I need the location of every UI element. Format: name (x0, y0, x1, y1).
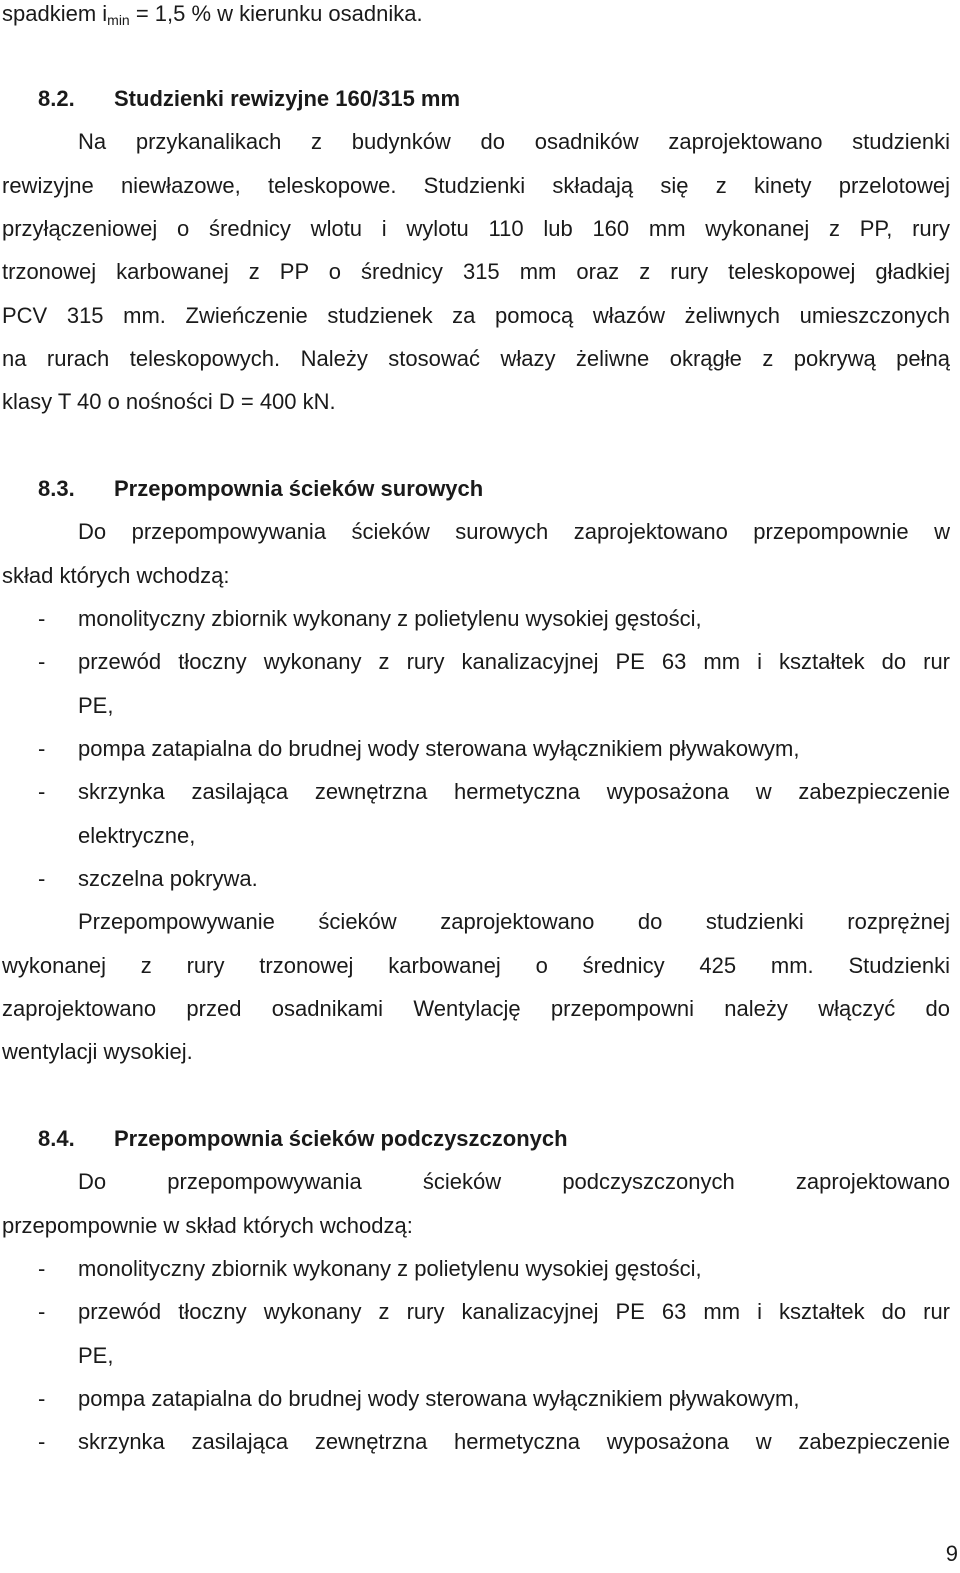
list-item: monolityczny zbiornik wykonany z polietylenu wysokiej gęstości, (78, 1256, 702, 1281)
paragraph-line: przepompownie w skład których wchodzą: (2, 1213, 413, 1238)
list-dash: - (38, 736, 46, 761)
list-item: skrzynka zasilająca zewnętrzna hermetyczna wyposażona w zabezpieczenie (78, 1429, 950, 1454)
section-8-4-title: Przepompownia ścieków podczyszczonych (114, 1126, 568, 1151)
list-dash: - (38, 866, 46, 891)
list-dash: - (38, 1386, 46, 1411)
list-item: skrzynka zasilająca zewnętrzna hermetyczna wyposażona w zabezpieczenie (78, 779, 950, 804)
list-item-continuation: PE, (78, 693, 114, 718)
intro-suffix: = 1,5 % w kierunku osadnika. (129, 1, 423, 26)
list-dash: - (38, 1299, 46, 1324)
list-item-continuation: elektryczne, (78, 823, 196, 848)
paragraph-line: PCV 315 mm. Zwieńczenie studzienek za pomocą włazów żeliwnych umieszczonych (2, 303, 950, 328)
list-dash: - (38, 649, 46, 674)
paragraph-line: przyłączeniowej o średnicy wlotu i wylotu 110 lub 160 mm wykonanej z PP, rury (2, 216, 950, 241)
paragraph-line: klasy T 40 o nośności D = 400 kN. (2, 389, 336, 414)
paragraph-line: wentylacji wysokiej. (2, 1039, 193, 1064)
list-dash: - (38, 1256, 46, 1281)
list-item-continuation: PE, (78, 1343, 114, 1368)
list-dash: - (38, 606, 46, 631)
page-number: 9 (945, 1541, 958, 1566)
list-item: monolityczny zbiornik wykonany z polietylenu wysokiej gęstości, (78, 606, 702, 631)
paragraph-line: Przepompowywanie ścieków zaprojektowano do studzienki rozprężnej (78, 909, 950, 934)
section-8-2-title: Studzienki rewizyjne 160/315 mm (114, 86, 461, 111)
paragraph-line: na rurach teleskopowych. Należy stosować włazy żeliwne okrągłe z pokrywą pełną (2, 346, 950, 371)
list-item: przewód tłoczny wykonany z rury kanalizacyjnej PE 63 mm i kształtek do rur (78, 1299, 950, 1324)
paragraph-line: Na przykanalikach z budynków do osadników zaprojektowano studzienki (78, 129, 950, 154)
list-item: pompa zatapialna do brudnej wody sterowana wyłącznikiem pływakowym, (78, 736, 800, 761)
paragraph-line: Do przepompowywania ścieków surowych zaprojektowano przepompownie w (78, 519, 950, 544)
list-item: pompa zatapialna do brudnej wody sterowana wyłącznikiem pływakowym, (78, 1386, 800, 1411)
section-8-3-number: 8.3. (38, 476, 75, 501)
intro-subscript: min (107, 12, 130, 28)
list-item: szczelna pokrywa. (78, 866, 258, 891)
intro-prefix: spadkiem i (2, 1, 108, 26)
section-8-2-number: 8.2. (38, 86, 75, 111)
paragraph-line: wykonanej z rury trzonowej karbowanej o średnicy 425 mm. Studzienki (2, 953, 950, 978)
paragraph-line: rewizyjne niewłazowe, teleskopowe. Studzienki składają się z kinety przelotowej (2, 173, 950, 198)
paragraph-line: skład których wchodzą: (2, 563, 230, 588)
paragraph-line: zaprojektowano przed osadnikami Wentylację przepompowni należy włączyć do (2, 996, 950, 1021)
paragraph-line: trzonowej karbowanej z PP o średnicy 315 mm oraz z rury teleskopowej gładkiej (2, 259, 950, 284)
list-item: przewód tłoczny wykonany z rury kanalizacyjnej PE 63 mm i kształtek do rur (78, 649, 950, 674)
intro-line (2, 0, 950, 34)
paragraph-line: Do przepompowywania ścieków podczyszczonych zaprojektowano (78, 1169, 950, 1194)
list-dash: - (38, 779, 46, 804)
list-dash: - (38, 1429, 46, 1454)
section-8-3-title: Przepompownia ścieków surowych (114, 476, 484, 501)
section-8-4-number: 8.4. (38, 1126, 75, 1151)
